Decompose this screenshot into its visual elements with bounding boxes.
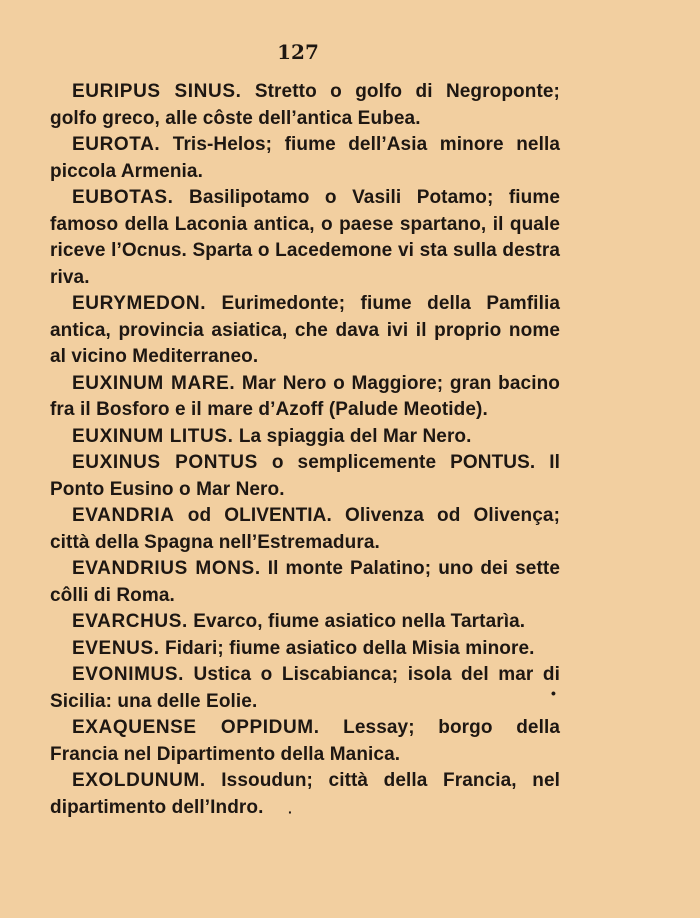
entry-exaquense-oppidum (50, 715, 560, 768)
entry-headword: EURYMEDON. (72, 293, 207, 314)
entry-euxinum-litus (50, 424, 560, 451)
entry-evonimus (50, 662, 560, 715)
entry-headword: EVENUS. (72, 637, 160, 659)
entry-definition: Lessay; borgo della Francia nel Dipartimento della Manica. (50, 717, 560, 765)
entry-euxinum-mare (50, 371, 560, 424)
ink-speck: • (551, 685, 556, 701)
entry-headword: EUXINUM MARE. (72, 372, 236, 394)
entry-definition: Evarco, fiume asiatico nella Tartarìa. (187, 611, 526, 632)
entry-definition: Eurimedonte; fiume della Pamfilia antica, provincia asiatica, che dava ivi il proprio nome al vicino Mediterraneo. (50, 293, 560, 367)
entry-evandria (50, 503, 560, 556)
entry-evenus (50, 636, 560, 663)
entry-headword: EUBOTAS. (72, 187, 174, 208)
entry-headword: EVANDRIA (72, 505, 175, 526)
entry-eurota (50, 132, 560, 185)
entry-evarchus (50, 609, 560, 636)
entry-headword: EXAQUENSE OPPIDUM. (72, 717, 320, 738)
entry-definition: Mar Nero o Maggiore; gran bacino fra il Bosforo e il mare d’Azoff (Palude Meotide). (50, 372, 560, 420)
entry-definition: Basilipotamo o Vasili Potamo; fiume famoso della Laconia antica, o paese spartano, il quale riceve l’Ocnus. Sparta o Lacedemone vi sta sulla destra riva. (50, 187, 560, 288)
entry-headword: EXOLDUNUM. (72, 770, 206, 791)
ink-speck: · (288, 804, 293, 820)
entry-headword: EUXINUM LITUS. (72, 425, 234, 447)
entry-definition: Fidari; fiume asiatico della Misia minore. (159, 637, 535, 659)
entry-definition: La spiaggia del Mar Nero. (233, 425, 472, 447)
entry-headword: EVANDRIUS MONS. (72, 558, 261, 579)
entry-evandrius-mons (50, 556, 560, 609)
entry-definition: o semplicemente PONTUS. Il Ponto Eusino o Mar Nero. (50, 452, 560, 500)
entry-headword: EUXINUS PONTUS (72, 452, 258, 473)
entry-headword: EUROTA. (72, 134, 161, 155)
entry-eubotas (50, 185, 560, 291)
entry-eurymedon (50, 291, 560, 371)
entry-definition: Il monte Palatino; uno dei sette côlli di Roma. (50, 558, 560, 606)
entry-headword: EVONIMUS. (72, 664, 185, 685)
entry-headword: EURIPUS SINUS. (72, 81, 242, 102)
entry-euxinus-pontus (50, 450, 560, 503)
entry-definition: Tris-Helos; fiume dell’Asia minore nella piccola Armenia. (50, 134, 560, 182)
gazetteer-entries (50, 79, 560, 821)
entry-headword: EVARCHUS. (72, 611, 188, 632)
entry-exoldunum (50, 768, 560, 821)
entry-definition: Stretto o golfo di Negroponte; golfo greco, alle côste dell’antica Eubea. (50, 81, 560, 129)
entry-definition: od OLIVENTIA. Olivenza od Olivença; città della Spagna nell’Estremadura. (50, 505, 560, 553)
page-number: 127 (277, 40, 319, 64)
entry-definition: Issoudun; città della Francia, nel dipartimento dell’Indro. (50, 770, 560, 818)
entry-definition: Ustica o Liscabianca; isola del mar di Sicilia: una delle Eolie. (50, 664, 560, 712)
entry-euripus-sinus (50, 79, 560, 132)
